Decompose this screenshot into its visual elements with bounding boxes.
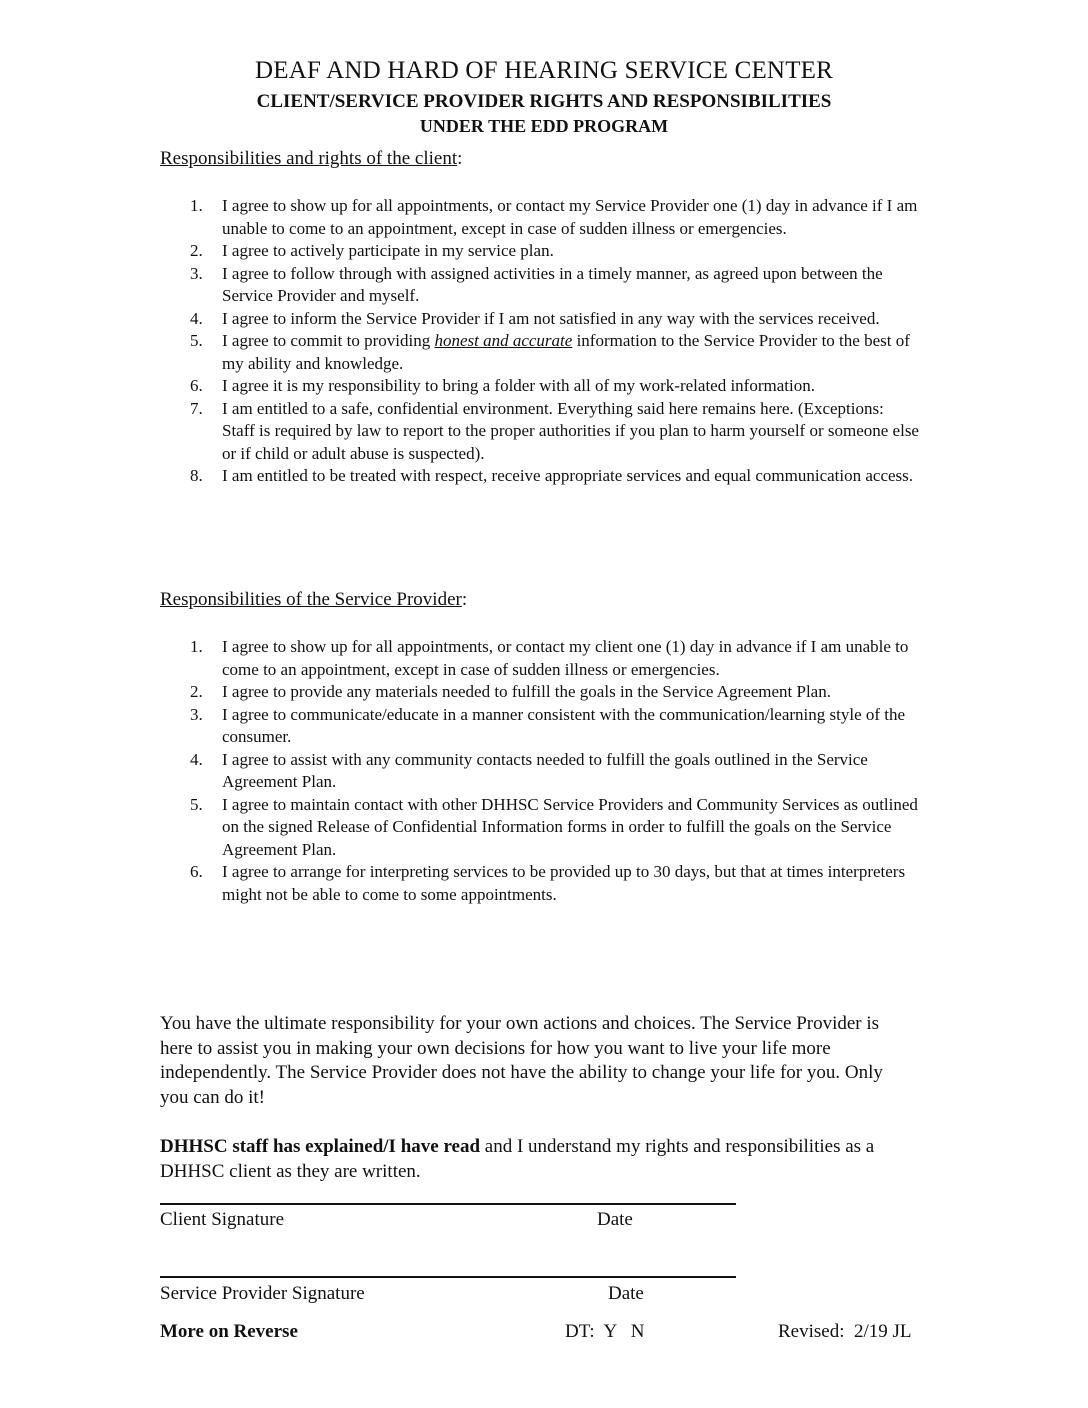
organization-title: DEAF AND HARD OF HEARING SERVICE CENTER [254,57,834,84]
client-date-label: Date [597,1209,633,1230]
list-item: 8. I am entitled to be treated with respect, receive appropriate services and equal communication access. [190,466,914,485]
client-signature-label: Client Signature [160,1209,285,1230]
program-title: UNDER THE EDD PROGRAM [419,116,669,136]
provider-signature-label: Service Provider Signature [160,1283,365,1304]
acknowledgement-statement: DHHSC staff has explained/I have read and I understand my rights and responsibilities as a DHHSC client as they are written. [160,1136,875,1182]
list-item: 3. I agree to follow through with assigned activities in a timely manner, as agreed upon between the Service Provider and myself. [190,263,883,305]
list-item: 3. I agree to communicate/educate in a manner consistent with the communication/learning style of the consumer. [190,704,906,746]
provider-signature-line[interactable] [160,1276,736,1278]
provider-section-heading: Responsibilities of the Service Provider: [160,589,468,610]
list-item: 6. I agree it is my responsibility to bring a folder with all of my work-related information. [190,376,815,395]
list-item: 4. I agree to inform the Service Provider if I am not satisfied in any way with the services received. [190,308,880,328]
provider-section-heading-text: Responsibilities of the Service Provider [160,589,462,610]
list-item: 2. I agree to actively participate in my service plan. [190,241,554,260]
list-item: 5. I agree to maintain contact with other DHHSC Service Providers and Community Services as outlined on the signed Release of Confidential Information forms in order to fulfill the goals on the Service Agreement Plan. [190,794,918,859]
client-section-heading-text: Responsibilities and rights of the client [160,148,458,169]
dt-yes-no-field: DT: Y N [565,1321,645,1342]
more-on-reverse-note: More on Reverse [160,1321,298,1342]
emphasis-text: honest and accurate [434,331,573,350]
list-item: 4. I agree to assist with any community contacts needed to fulfill the goals outlined in the Service Agreement Plan. [190,749,868,791]
list-item: 2. I agree to provide any materials needed to fulfill the goals in the Service Agreement Plan. [190,682,831,701]
client-responsibilities-list [190,195,920,488]
provider-date-label: Date [608,1283,644,1304]
revision-note: Revised: 2/19 JL [778,1321,912,1342]
document-subtitle: CLIENT/SERVICE PROVIDER RIGHTS AND RESPONSIBILITIES [256,91,832,112]
list-item: 1. I agree to show up for all appointments, or contact my Service Provider one (1) day in advance if I am unable to come to an appointment, except in case of sudden illness or emergencies. [190,196,918,238]
client-section-heading: Responsibilities and rights of the client: [160,148,463,169]
closing-paragraph: You have the ultimate responsibility for your own actions and choices. The Service Provider is here to assist you in making your own decisions for how you want to live your life more independently. The Service Provider does not have the ability to change your life for you. Only you can do it! [160,1013,883,1108]
list-item: 1. I agree to show up for all appointments, or contact my client one (1) day in advance if I am unable to come to an appointment, except in case of sudden illness or emergencies. [190,637,909,679]
client-signature-line[interactable] [160,1203,736,1205]
list-item: 5. I agree to commit to providing honest and accurate information to the Service Provider to the best of my ability and knowledge. [190,331,910,373]
list-item: 6. I agree to arrange for interpreting services to be provided up to 30 days, but that at times interpreters might not be able to come to some appointments. [190,862,906,904]
list-item: 7. I am entitled to a safe, confidential environment. Everything said here remains here. (Exceptions: Staff is required by law to report to the proper authorities if you plan to harm yourself or someone else or if child or adult abuse is suspected). [190,398,919,463]
provider-responsibilities-list [190,636,920,906]
